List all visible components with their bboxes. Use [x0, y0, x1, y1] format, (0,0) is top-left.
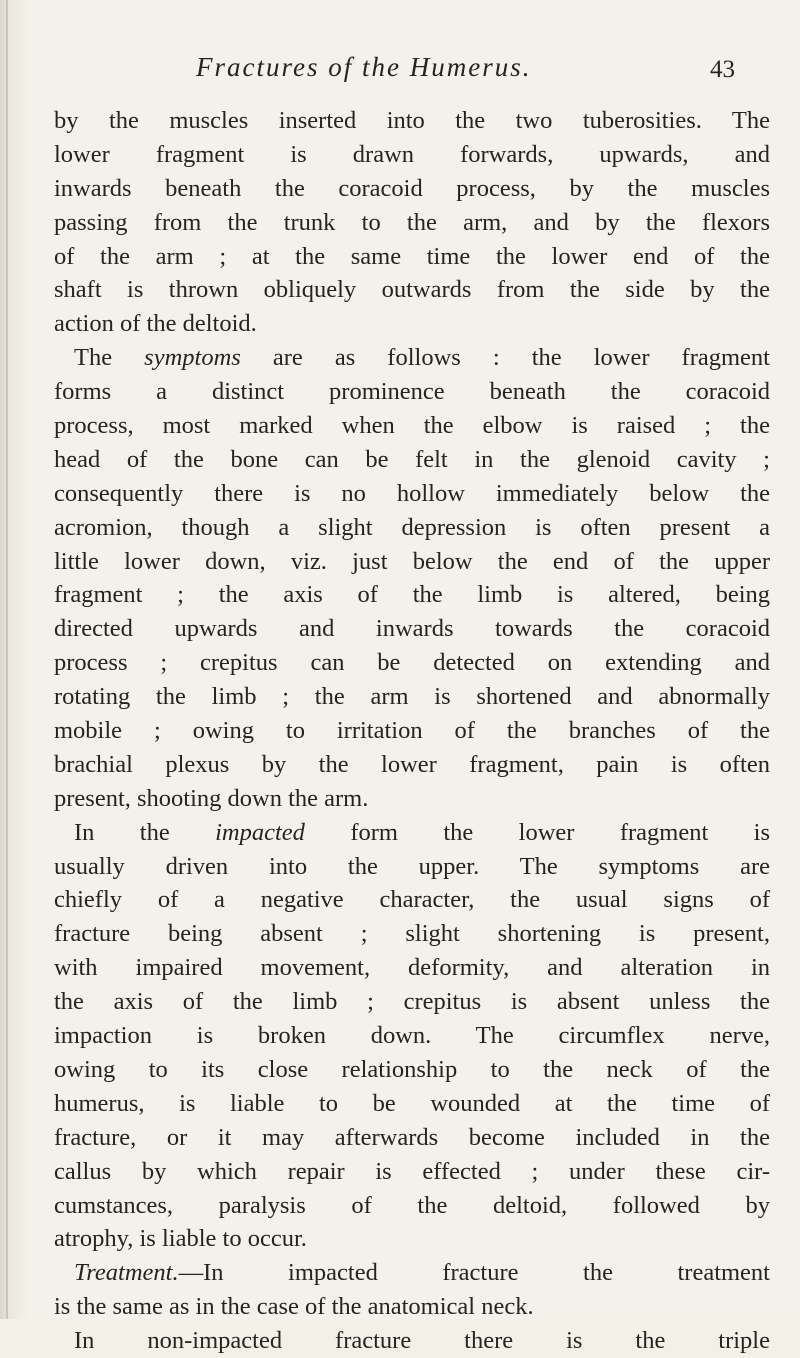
text-line: humerus, is liable to be wounded at the time of	[54, 1089, 770, 1117]
text-line: passing from the trunk to the arm, and by the flexors	[54, 208, 770, 236]
text-line: process ; crepitus can be detected on extending and	[54, 649, 770, 677]
text-line: action of the deltoid.	[54, 310, 257, 338]
text-line: by the muscles inserted into the two tuberosities. The	[54, 107, 770, 134]
italic-term: symptoms	[144, 344, 241, 372]
text-segment: are as follows : the lower fragment	[240, 344, 770, 372]
text-line: usually driven into the upper. The symptoms are	[54, 852, 770, 880]
text-line: mobile ; owing to irritation of the branches of the	[54, 717, 770, 745]
text-line: shaft is thrown obliquely outwards from the side by the	[54, 276, 770, 304]
page-gutter-edge	[6, 0, 8, 1319]
text-line: acromion, though a slight depression is often present a	[54, 513, 770, 541]
text-line: inwards beneath the coracoid process, by the muscles	[54, 174, 770, 202]
italic-term: impacted	[215, 818, 305, 846]
text-line: cumstances, paralysis of the deltoid, followed by	[54, 1191, 770, 1219]
text-line: directed upwards and inwards towards the coracoid	[54, 615, 770, 643]
text-line: present, shooting down the arm.	[54, 784, 369, 812]
running-head-title: Fractures of the Humerus.	[196, 52, 532, 82]
body-text	[54, 104, 770, 1358]
text-line: consequently there is no hollow immediately below the	[54, 479, 770, 507]
text-line: forms a distinct prominence beneath the coracoid	[54, 378, 770, 406]
text-line: fragment ; the axis of the limb is altered, being	[54, 581, 770, 609]
text-line	[54, 1256, 770, 1290]
text-line	[54, 816, 770, 850]
text-line: rotating the limb ; the arm is shortened and abnormally	[54, 683, 770, 711]
text-segment: form the lower fragment is	[304, 818, 770, 846]
page-number: 43	[710, 56, 735, 83]
text-line: is the same as in the case of the anatomical neck.	[54, 1293, 534, 1321]
text-line: little lower down, viz. just below the end of the upper	[54, 547, 770, 575]
text-line: impaction is broken down. The circumflex nerve,	[54, 1022, 770, 1050]
text-segment: The	[74, 344, 145, 372]
text-line: head of the bone can be felt in the glenoid cavity ;	[54, 445, 770, 473]
text-line: In non-impacted fracture there is the triple	[74, 1327, 770, 1355]
text-line: callus by which repair is effected ; under these cir-	[54, 1157, 770, 1185]
text-line: owing to its close relationship to the neck of the	[54, 1055, 770, 1083]
text-line: the axis of the limb ; crepitus is absent unless the	[54, 988, 770, 1016]
italic-term: Treatment.	[74, 1259, 179, 1287]
text-line: chiefly of a negative character, the usual signs of	[54, 886, 770, 914]
text-line: of the arm ; at the same time the lower end of the	[54, 242, 770, 270]
text-line: with impaired movement, deformity, and alteration in	[54, 954, 770, 982]
text-segment: —In impacted fracture the treatment	[178, 1259, 770, 1287]
text-segment: In the	[74, 818, 216, 846]
text-line: lower fragment is drawn forwards, upwards, and	[54, 140, 770, 168]
text-line: fracture, or it may afterwards become included in the	[54, 1123, 770, 1151]
text-line	[54, 341, 770, 375]
text-line: atrophy, is liable to occur.	[54, 1225, 307, 1253]
text-line: brachial plexus by the lower fragment, pain is often	[54, 750, 770, 778]
running-head	[0, 52, 800, 92]
text-line: fracture being absent ; slight shortening is present,	[54, 920, 770, 948]
text-line: process, most marked when the elbow is raised ; the	[54, 412, 770, 440]
